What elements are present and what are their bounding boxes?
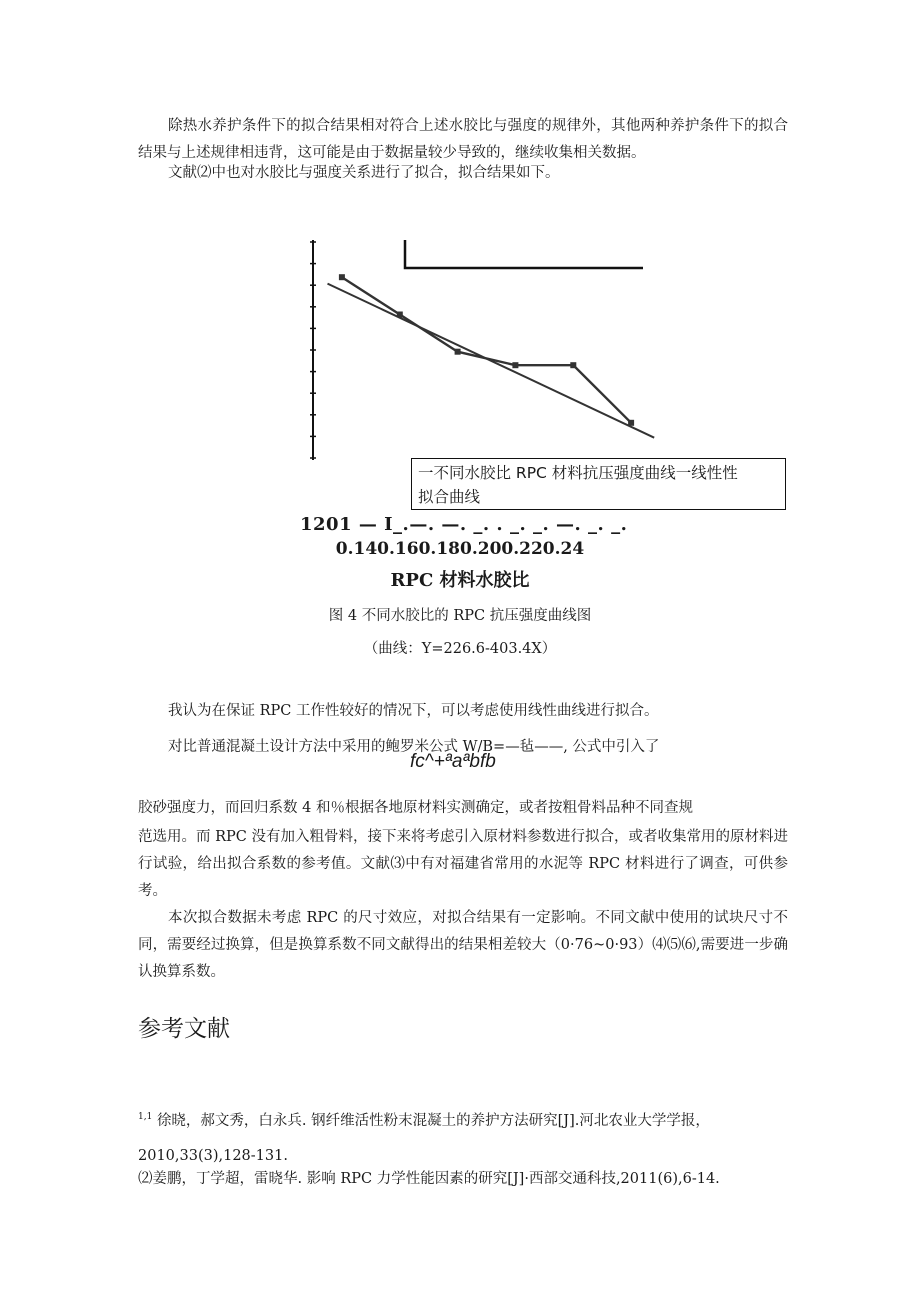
- paragraph-mortar-strength: 胶砂强度力，而回归系数 4 和％根据各地原材料实测确定，或者按粗骨料品种不同查规: [138, 800, 693, 816]
- linear-fit-line: [328, 284, 655, 438]
- chart-axes: [310, 240, 316, 460]
- figure-caption: 图 4 不同水胶比的 RPC 抗压强度曲线图: [328, 608, 592, 624]
- paragraph-linear-fit: 我认为在保证 RPC 工作性较好的情况下，可以考虑使用线性曲线进行拟合。: [168, 703, 659, 719]
- bolomey-formula: fc^+ªaªbfb: [410, 751, 496, 772]
- measured-data-point: [512, 362, 518, 368]
- x-tick-labels: 0.140.160.180.200.220.24: [335, 539, 585, 559]
- reference-continuation: 2010,33(3),128-131.: [138, 1147, 288, 1164]
- x-axis-label: RPC 材料水胶比: [390, 570, 530, 591]
- paragraph-curing-fit: 除热水养护条件下的拟合结果相对符合上述水胶比与强度的规律外，其他两种养护条件下的拟合结果与上述规律相违背，这可能是由于数据量较少导致的，继续收集相关数据。: [138, 118, 788, 161]
- reference-text: ⑵姜鹏，丁学超，雷晓华. 影响 RPC 力学性能因素的研究[J]·西部交通科技,2011(6),6-14.: [138, 1171, 720, 1187]
- paragraph-reference-fit: 文献⑵中也对水胶比与强度关系进行了拟合，拟合结果如下。: [168, 165, 560, 181]
- garbled-tick-row: 1201 — I_.—. —. _. . _. _. —. _. _.: [300, 514, 628, 535]
- reference-item-2: [138, 1162, 788, 1197]
- paragraph-bolomey: 对比普通混凝土设计方法中采用的鲍罗米公式 W/B=—毡——, 公式中引入了: [168, 739, 660, 755]
- measured-data-point: [339, 274, 345, 280]
- legend-line-1: 一不同水胶比 RPC 材料抗压强度曲线一线性性: [418, 464, 738, 482]
- chart-series: [328, 274, 655, 438]
- reference-text: 徐晓，郝文秀，白永兵. 钢纤维活性粉末混凝土的养护方法研究[J].河北农业大学学报，: [156, 1112, 710, 1129]
- paragraph-no-coarse-aggregate: 范选用。而 RPC 没有加入粗骨料，接下来将考虑引入原材料参数进行拟合，或者收集常用的原材料进行试验，给出拟合系数的参考值。文献⑶中有对福建省常用的水泥等 RPC 材料进行了调查，可供参考。: [138, 829, 788, 899]
- legend-line-2: 拟合曲线: [418, 488, 481, 506]
- references-heading: 参考文献: [138, 1016, 230, 1042]
- figure-subcaption: （曲线：Y=226.6-403.4X）: [363, 641, 557, 657]
- measured-strength-line: [342, 277, 631, 423]
- chart-legend: [411, 458, 786, 510]
- legend-frame-line: [405, 240, 643, 268]
- strength-chart: [300, 228, 660, 468]
- paragraph-size-effect: 本次拟合数据未考虑 RPC 的尺寸效应，对拟合结果有一定影响。不同文献中使用的试块尺寸不同，需要经过换算，但是换算系数不同文献得出的结果相差较大（0·76~0·93）⑷⑸⑹,需要进一步确认换算系数。: [138, 910, 788, 980]
- measured-data-point: [570, 362, 576, 368]
- legend-frame: [405, 240, 643, 268]
- reference-marker: 1,1: [138, 1112, 153, 1122]
- measured-data-point: [455, 349, 461, 355]
